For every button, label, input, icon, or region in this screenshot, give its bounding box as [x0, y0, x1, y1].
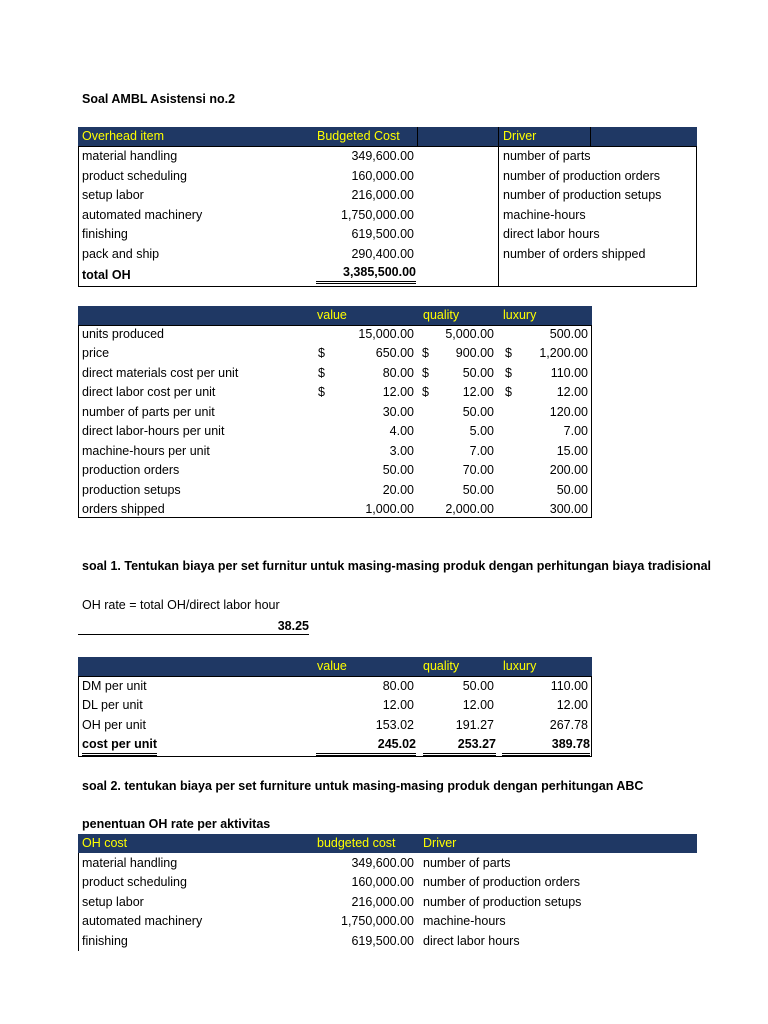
currency-symbol: $ [318, 365, 325, 380]
table-cell-value: 3.00 [389, 443, 414, 458]
table-cell-value: 5,000.00 [445, 326, 494, 341]
table-cell-cost: 216,000.00 [351, 894, 414, 909]
table-cell-item: product scheduling [82, 168, 187, 183]
table-cell-cost: 349,600.00 [351, 149, 414, 163]
table-cell-value: 300.00 [549, 502, 588, 516]
soal2-subheading: penentuan OH rate per aktivitas [82, 817, 271, 831]
table-cell-value: 110.00 [550, 678, 588, 693]
table-cell-cost: 1,750,000.00 [341, 207, 414, 222]
table-row-label: DL per unit [82, 698, 143, 712]
soal1-heading: soal 1. Tentukan biaya per set furnitur untuk masing-masing produk dengan perhitungan biaya tradisional [82, 559, 712, 573]
table-cell-value: 50.00 [462, 482, 494, 497]
table-row-label: production orders [82, 463, 180, 477]
table-cell-item: material handling [82, 149, 178, 163]
table-cell-value: 500.00 [549, 326, 588, 341]
table-cell-item: finishing [82, 227, 128, 241]
table-row-label: DM per unit [82, 678, 147, 693]
table-cell-driver: machine-hours [423, 914, 506, 928]
currency-symbol: $ [318, 385, 325, 399]
table-row-label: units produced [82, 326, 165, 341]
table-cell-value: 2,000.00 [445, 502, 494, 516]
currency-symbol: $ [422, 385, 429, 399]
table-cell-value: 110.00 [550, 365, 588, 380]
table2-header-quality: quality [423, 308, 460, 322]
table-cell-value: 12.00 [382, 698, 414, 712]
table1-header-cost: Budgeted Cost [317, 129, 400, 143]
table-cell-value: 12.00 [556, 385, 588, 399]
table-cell-value: 50.00 [462, 678, 494, 693]
table-cell-value: 900.00 [455, 346, 494, 360]
table4-header-driver: Driver [423, 836, 457, 850]
total-oh-label: total OH [82, 268, 131, 282]
currency-symbol: $ [422, 346, 429, 360]
table-cell-item: automated machinery [82, 207, 203, 222]
table-row-label: machine-hours per unit [82, 443, 210, 458]
currency-symbol: $ [505, 385, 512, 399]
table-cell-driver: direct labor hours [503, 227, 600, 241]
table-cell-value: 50.00 [462, 404, 494, 419]
table-row-label: OH per unit [82, 717, 146, 732]
table3-header-luxury: luxury [503, 659, 537, 673]
table-cell-value: 5.00 [469, 424, 494, 438]
table-cell-driver: number of production orders [503, 168, 661, 183]
table4-header-item: OH cost [82, 836, 128, 850]
table-cell-item: finishing [82, 933, 128, 948]
table-cell-value: 50.00 [556, 482, 588, 497]
table-row-label: direct labor cost per unit [82, 385, 216, 399]
currency-symbol: $ [505, 365, 512, 380]
table-cell-value: 80.00 [382, 678, 414, 693]
table-row-label: price [82, 346, 110, 360]
table-row-label: number of parts per unit [82, 404, 215, 419]
table-cell-driver: machine-hours [503, 207, 586, 222]
table-row-label: direct labor-hours per unit [82, 424, 225, 438]
table-cell-value: 15,000.00 [358, 326, 414, 341]
table-cell-driver: number of production setups [423, 894, 582, 909]
table-cell-cost: 216,000.00 [351, 188, 414, 202]
table-cell-value: 4.00 [389, 424, 414, 438]
table-cell-cost: 290,400.00 [351, 246, 414, 261]
table-cell-value: 1,000.00 [365, 502, 414, 516]
cost-per-unit-value: 389.78 [502, 736, 590, 756]
table-cell-value: 50.00 [382, 463, 414, 477]
table-cell-value: 20.00 [382, 482, 414, 497]
table4-header [78, 834, 697, 853]
currency-symbol: $ [318, 346, 325, 360]
table-cell-value: 50.00 [462, 365, 494, 380]
cost-per-unit-label: cost per unit [82, 736, 157, 756]
table-cell-value: 7.00 [469, 443, 494, 458]
table-cell-driver: number of production orders [423, 875, 581, 889]
document-title: Soal AMBL Asistensi no.2 [82, 92, 236, 106]
table-cell-driver: number of orders shipped [503, 246, 646, 261]
table-row-label: orders shipped [82, 502, 165, 516]
table-cell-value: 30.00 [382, 404, 414, 419]
table-cell-item: setup labor [82, 894, 144, 909]
table-cell-item: product scheduling [82, 875, 187, 889]
table4-header-cost: budgeted cost [317, 836, 396, 850]
table3-header-quality: quality [423, 659, 460, 673]
table1-header-driver: Driver [503, 129, 537, 143]
table-cell-value: 12.00 [556, 698, 588, 712]
table1-header-item: Overhead item [82, 129, 164, 143]
table-cell-driver: number of production setups [503, 188, 662, 202]
table-cell-driver: number of parts [503, 149, 591, 163]
table-cell-item: automated machinery [82, 914, 203, 928]
table-cell-value: 12.00 [462, 385, 494, 399]
table-cell-value: 12.00 [382, 385, 414, 399]
table2-header-value: value [317, 308, 347, 322]
table-cell-value: 1,200.00 [539, 346, 588, 360]
table1-header [78, 127, 697, 146]
table-cell-cost: 619,500.00 [351, 933, 414, 948]
table-cell-cost: 349,600.00 [351, 855, 414, 870]
table-cell-value: 12.00 [462, 698, 494, 712]
table-cell-value: 650.00 [375, 346, 414, 360]
table-cell-cost: 160,000.00 [351, 875, 414, 889]
table-cell-value: 191.27 [455, 717, 494, 732]
oh-rate-value: 38.25 [78, 619, 309, 635]
currency-symbol: $ [505, 346, 512, 360]
soal2-heading: soal 2. tentukan biaya per set furniture untuk masing-masing produk dengan perhitungan ABC [82, 779, 644, 793]
table-cell-value: 267.78 [549, 717, 588, 732]
table-cell-value: 7.00 [563, 424, 588, 438]
total-oh-value: 3,385,500.00 [316, 264, 416, 284]
table2-header [78, 306, 592, 325]
table-cell-value: 200.00 [549, 463, 588, 477]
table-cell-cost: 619,500.00 [351, 227, 414, 241]
table2-header-luxury: luxury [503, 308, 537, 322]
table-cell-value: 153.02 [375, 717, 414, 732]
table-cell-value: 120.00 [549, 404, 588, 419]
oh-rate-formula: OH rate = total OH/direct labor hour [82, 598, 280, 612]
cost-per-unit-value: 253.27 [423, 736, 496, 756]
currency-symbol: $ [422, 365, 429, 380]
table-cell-item: material handling [82, 855, 178, 870]
table3-header [78, 657, 592, 676]
table-row-label: production setups [82, 482, 181, 497]
table3-header-value: value [317, 659, 347, 673]
table-cell-item: pack and ship [82, 246, 160, 261]
cost-per-unit-value: 245.02 [316, 736, 416, 756]
table-cell-cost: 1,750,000.00 [341, 914, 414, 928]
table-cell-driver: direct labor hours [423, 933, 520, 948]
table-cell-item: setup labor [82, 188, 144, 202]
table-cell-cost: 160,000.00 [351, 168, 414, 183]
table-row-label: direct materials cost per unit [82, 365, 239, 380]
table-cell-value: 70.00 [462, 463, 494, 477]
table-cell-value: 80.00 [382, 365, 414, 380]
table-cell-value: 15.00 [556, 443, 588, 458]
table-cell-driver: number of parts [423, 855, 511, 870]
